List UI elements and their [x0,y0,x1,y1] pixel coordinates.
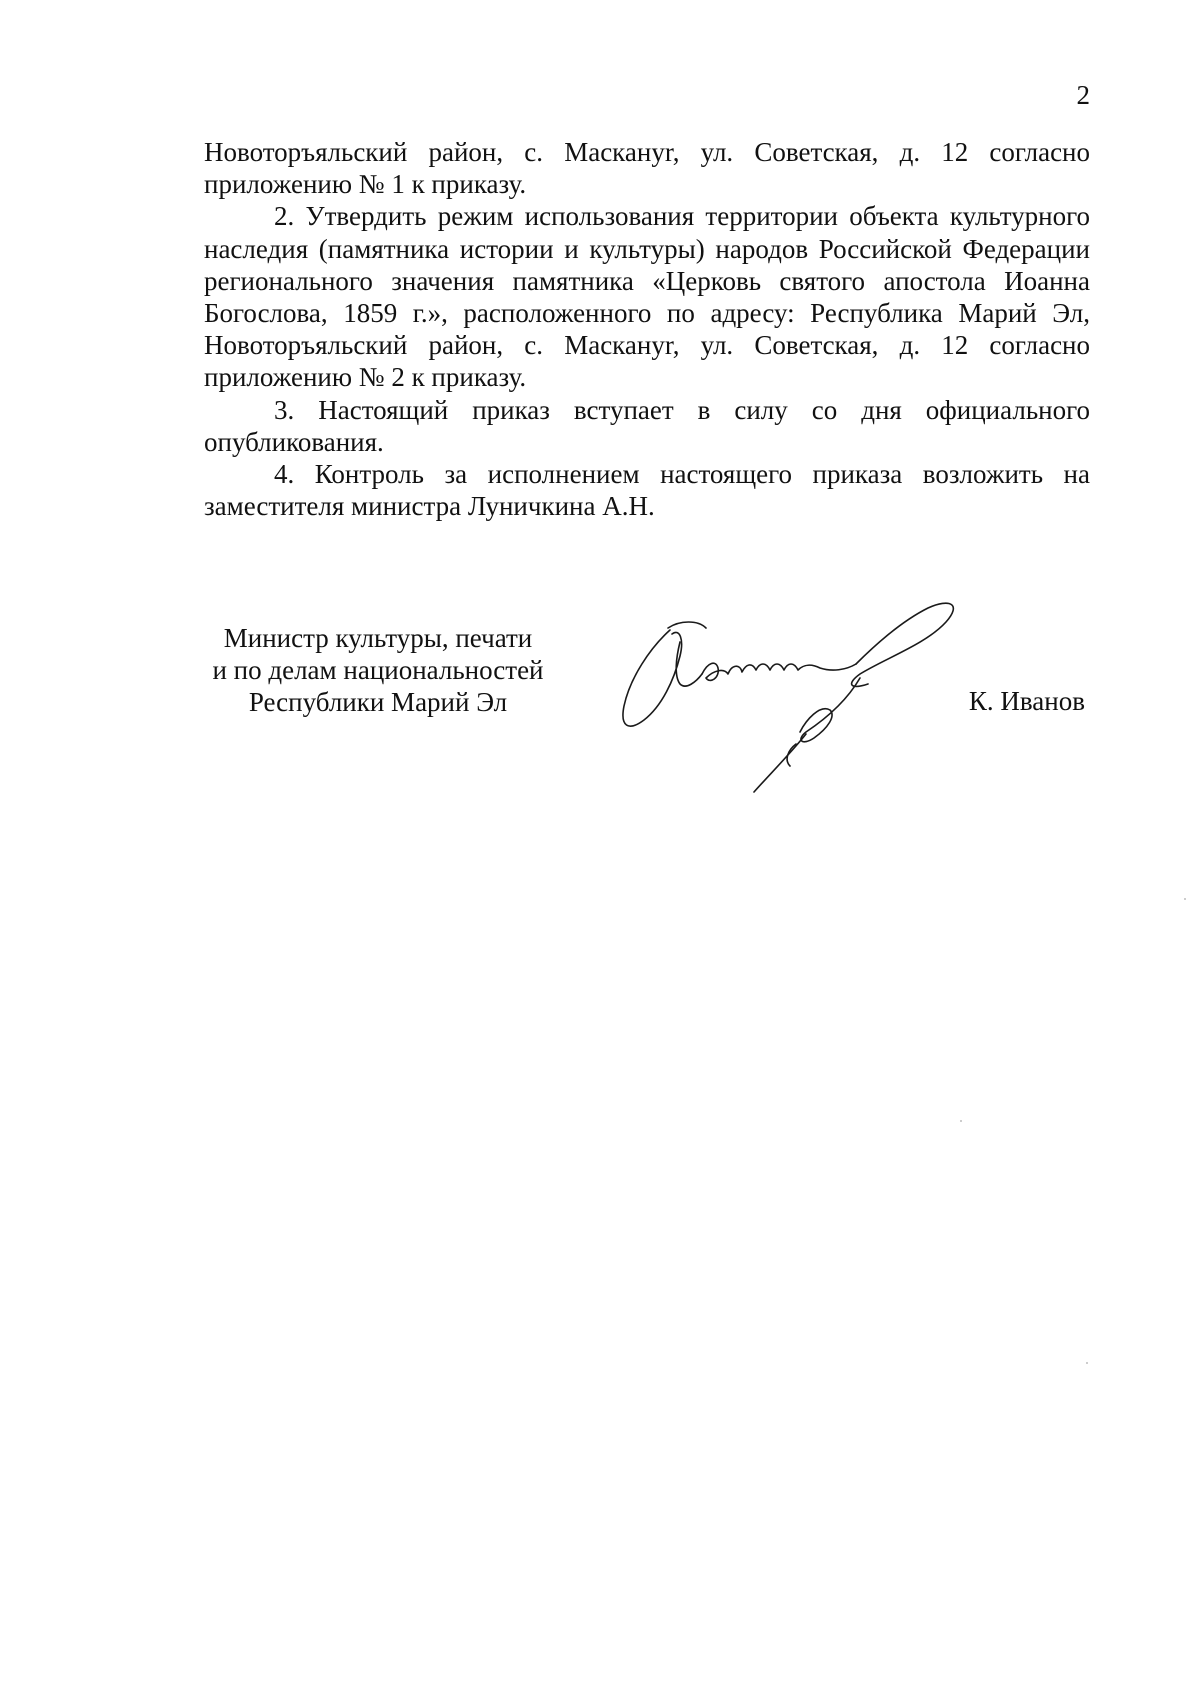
signatory-position [196,622,560,718]
scan-speck [1086,1362,1088,1364]
scan-speck [960,1120,962,1122]
signer-name: К. Иванов [968,686,1085,716]
paragraph-item-2: 2. Утвердить режим использования территории объекта культурного наследия (памятника истории и культуры) народов Российской Федерации регионального значения памятника «Церковь святого апостола Иоанна Богослова, 1859 г.», расположенного по адресу: Республика Марий Эл, Новоторъяльский район, с. Маскануr, ул. Советская, д. 12 согласно приложению № 2 к приказу. [204,201,1090,393]
position-line-1: Министр культуры, печати [223,623,533,653]
position-line-2: и по делам национальностей [212,655,544,685]
paragraph-address-continuation: Новоторъяльский район, с. Маскануr, ул. Советская, д. 12 согласно приложению № 1 к приказу. [204,137,1090,200]
scan-speck [1184,898,1186,900]
page-number: 2 [1076,80,1090,110]
paragraph-item-4: 4. Контроль за исполнением настоящего приказа возложить на заместителя министра Луничкина А.Н. [204,459,1090,522]
paragraph-item-3: 3. Настоящий приказ вступает в силу со дня официального опубликования. [204,394,1090,457]
order-body [204,136,1090,522]
position-line-3: Республики Марий Эл [248,687,508,717]
